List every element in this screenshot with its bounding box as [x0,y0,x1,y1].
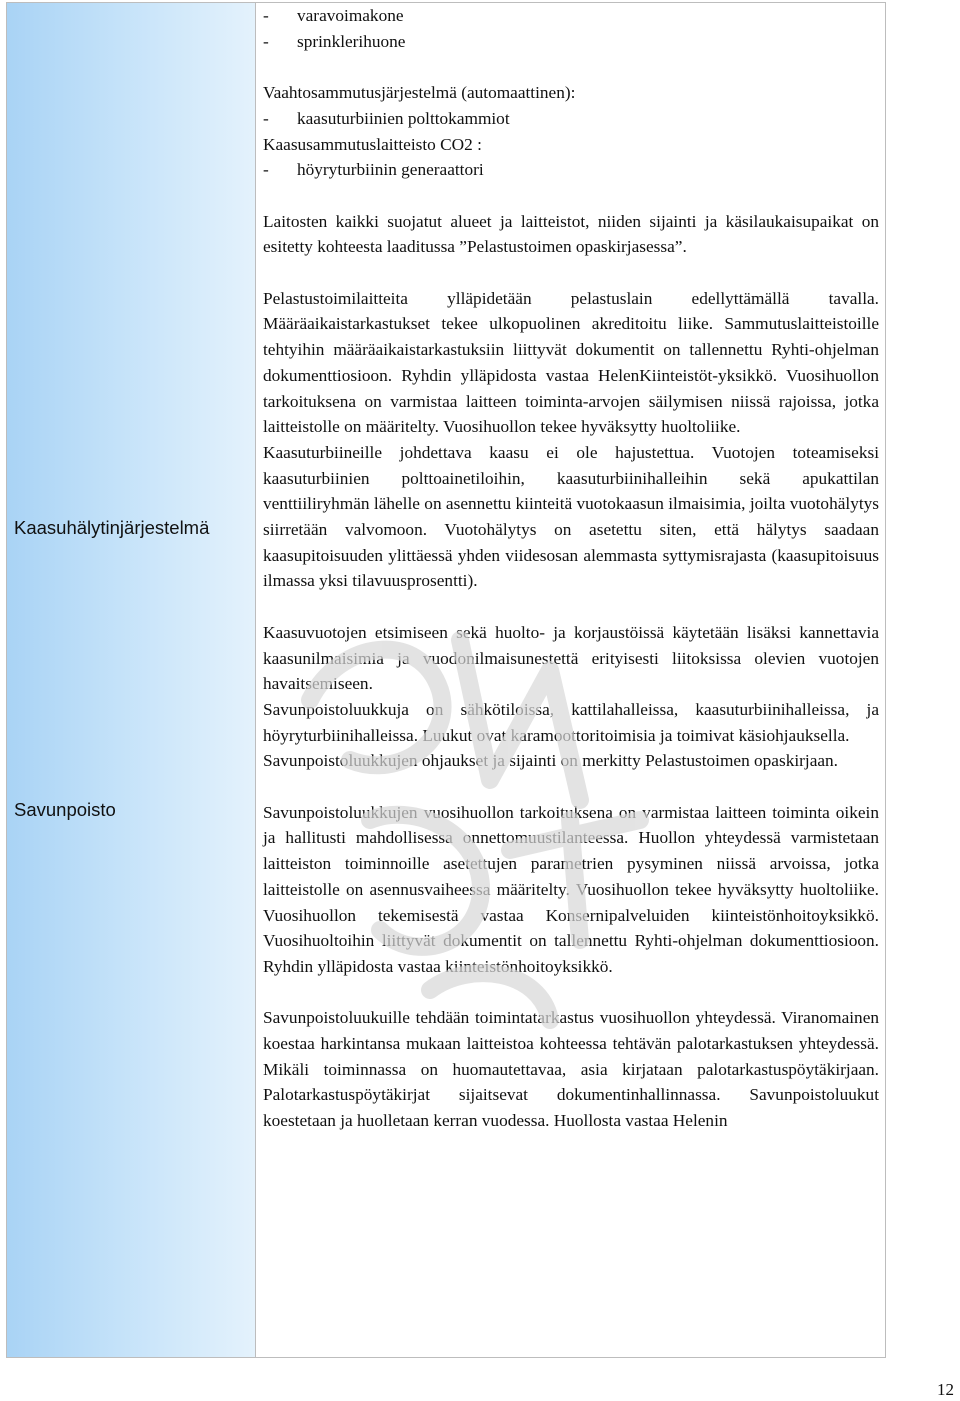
paragraph-savu-2: Savunpoistoluukkujen ohjaukset ja sijainti on merkitty Pelastustoimen opaskirjaan. [263,751,839,771]
row-label-kaasuhalytinjarjestelma: Kaasuhälytinjärjestelmä [14,517,210,538]
list-item [263,3,879,29]
list-dash: - [263,108,269,128]
content-table [6,2,886,1358]
list-dash: - [263,6,269,25]
list-item-text: varavoimakone [297,6,404,25]
section-content [263,3,879,1134]
paragraph-yllapito: Pelastustoimilaitteita ylläpidetään pelastuslain edellyttämällä tavalla. Määräaikaistarkastukset tekee ulkopuolinen akreditoitu liike. Sammutuslaitteistoille tehtyihin määräaikaistarkastuksiin liittyvät dokumentit on tallennettu Ryhti-ohjelman dokumenttiosioon. Ryhdin ylläpidosta vastaa HelenKiinteistöt-yksikkö. Vuosihuollon tarkoituksena on varmistaa laitteen toiminta-arvojen säilymisen niissä rajoissa, jotka laitteistolle on määritelty. Vuosihuollon tekee hyväksytty huoltoliike. [263,288,879,437]
paragraph-kaasu-1: Kaasuturbiineille johdettava kaasu ei ole hajustettua. Vuotojen toteamiseksi kaasuturbiinien polttoainetiloihin, kaasuturbiinihalleihin sekä apukattilan venttiiliryhmän lähelle on asennettu kiinteitä vuotokaasun ilmaisimia, joilta vuotohälytys siirretään valvomoon. Vuotohälytys on asetettu siten, että hälytys saadaan kaasupitoisuuden ylittäessä yhden viidesosan alemmasta syttymisrajasta (kaasupitoisuus ilmassa yksi tilavuusprosentti). [263,442,879,591]
row-label-savunpoisto: Savunpoisto [14,799,116,820]
co2-system-title: Kaasusammutuslaitteisto CO2 : [263,134,482,154]
paragraph-kaasu-2: Kaasuvuotojen etsimiseen sekä huolto- ja korjaustöissä käytetään lisäksi kannettavia kaasunilmaisimia ja vuodonilmaisunestettä erityisesti liitoksissa olevien vuotojen havaitsemiseen. [263,622,879,694]
paragraph-savu-4: Savunpoistoluukuille tehdään toimintatarkastus vuosihuollon yhteydessä. Viranomainen koestaa harkintansa mukaan laitteistoa kohteessa tehtävän palotarkastuksen yhteydessä. Mikäli toiminnassa on huomautettavaa, asia kirjataan palotarkastuspöytäkirjaan. Palotarkastuspöytäkirjat sijaitsevat dokumentinhallinnassa. Savunpoistoluukut koestetaan ja huolletaan kerran vuodessa. Huollosta vastaa Helenin [263,1008,879,1131]
page-number: 12 [937,1380,954,1399]
paragraph-laitosten: Laitosten kaikki suojatut alueet ja laitteistot, niiden sijainti ja käsilaukaisupaikat on esitetty kohteesta laaditussa ”Pelastustoimen opaskirjasessa”. [263,211,879,257]
paragraph-savu-3: Savunpoistoluukkujen vuosihuollon tarkoituksena on varmistaa laitteen toiminta oikein ja hallitusti mahdollisessa onnettomuustilanteessa. Huollon yhteydessä varmistetaan laitteiston toiminnoille asetettujen parametrien pysyminen niissä arvoissa, jotka laitteistolle on asennusvaiheessa määritelty. Vuosihuollon tekee hyväksytty huoltoliike. Vuosihuollon tekemisestä vastaa Konsernipalveluiden kiinteistönhoitoyksikkö. Vuosihuoltoihin liittyvät dokumentit on tallennettu Ryhti-ohjelman dokumenttiosioon. Ryhdin ylläpidosta vastaa kiinteistönhoitoyksikkö. [263,802,879,976]
text-column [256,3,885,1357]
foam-system-title: Vaahtosammutusjärjestelmä (automaattinen): [263,83,576,103]
list-dash: - [263,160,269,180]
paragraph-savu-1: Savunpoistoluukkuja on sähkötiloissa, kattilahalleissa, kaasuturbiinihalleissa, ja höyryturbiinihalleissa. Luukut ovat karamoottoritoimisia ja toimivat käsiohjauksella. [263,699,879,745]
list-dash: - [263,31,269,51]
label-column [7,3,256,1357]
list-item [263,157,879,183]
list-item-text: kaasuturbiinien polttokammiot [297,108,510,128]
list-item [263,29,879,55]
list-item [263,106,879,132]
list-item-text: sprinklerihuone [297,31,406,51]
list-item-text: höyryturbiinin generaattori [297,160,484,180]
